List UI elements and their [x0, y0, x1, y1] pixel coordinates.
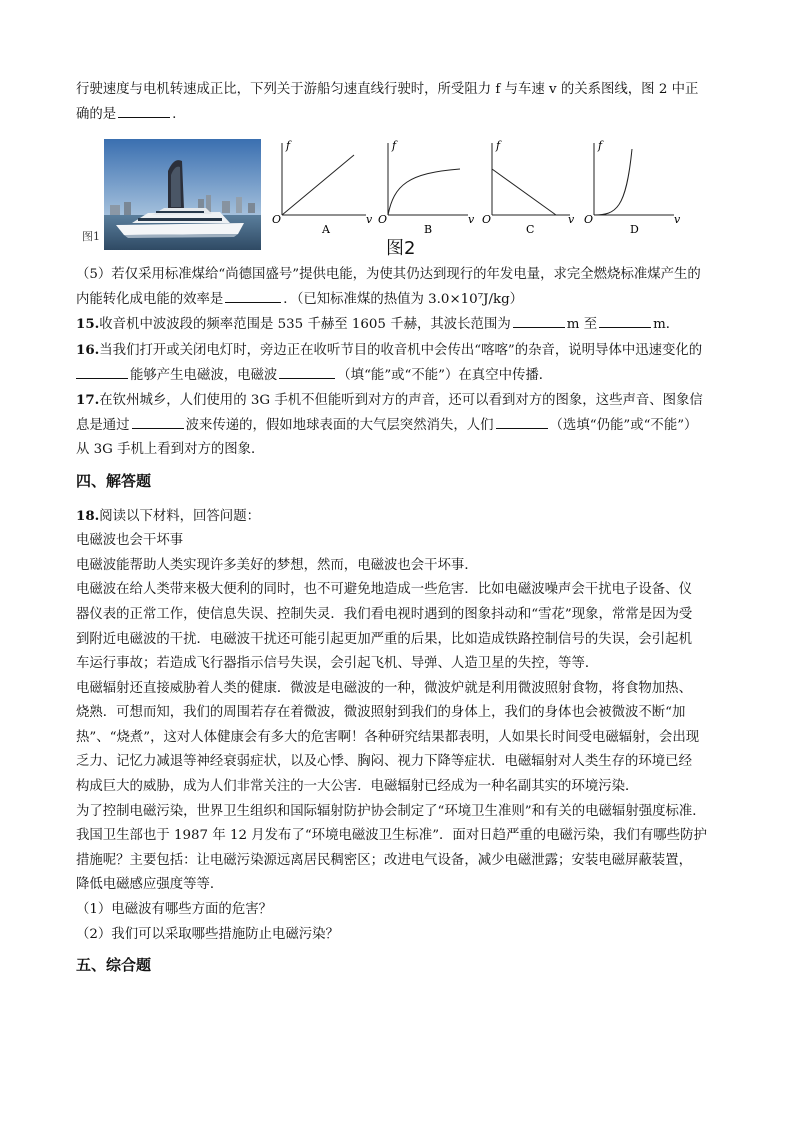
graph-b-label: B [424, 223, 433, 235]
graph-c-origin: O [482, 213, 492, 227]
graph-b-f-label: f [392, 139, 397, 153]
graph-a [272, 139, 373, 234]
q18-intro [76, 504, 724, 530]
article-para-3-line-2: 烧熟．可想而知，我们的周围若存在着微波，微波照射到我们的身体上，我们的身体也会被微波不断“加 [76, 705, 686, 721]
q18-intro-text: 阅读以下材料，回答问题： [99, 508, 260, 524]
q15-blank-2 [599, 313, 651, 328]
article-para-4-line-1: 为了控制电磁污染，世界卫生组织和国际辐射防护协会制定了“环境卫生准则”和有关的电磁辐射强度标准． [76, 803, 706, 819]
graph-b-v-label: v [468, 213, 475, 227]
graph-a-v-label: v [366, 213, 373, 227]
graph-d-v-label: v [674, 213, 681, 227]
intro-line-1: 行驶速度与电机转速成正比，下列关于游船匀速直线行驶时，所受阻力 f 与车速 v 的关系图线，图 2 中正 [76, 82, 699, 97]
article-para-3-line-1: 电磁辐射还直接威胁着人类的健康．微波是电磁波的一种，微波炉就是利用微波照射食物，将食物加热、 [76, 680, 692, 696]
q18-sub-question-2: （2）我们可以采取哪些措施防止电磁污染？ [76, 926, 339, 942]
q16-line-1-text: 当我们打开或关闭电灯时，旁边正在收听节目的收音机中会传出“喀喀”的杂音，说明导体中迅速变化的 [99, 342, 703, 358]
article-title: 电磁波也会干坏事 [76, 533, 184, 549]
q15-number: 15. [76, 316, 100, 333]
article-para-4-line-3: 措施呢？主要包括：让电磁污染源远离居民稠密区；改进电气设备，减少电磁泄露；安装电磁屏蔽装置， [76, 852, 692, 868]
graph-c-f-label: f [496, 139, 501, 153]
q17-line-1 [76, 388, 724, 414]
graph-b [378, 139, 475, 234]
q16-line-2 [76, 364, 724, 389]
q14-5-blank [225, 288, 281, 303]
graph-d-label: D [630, 223, 639, 235]
q16-line-2-mid: 能够产生电磁波，电磁波 [130, 367, 278, 383]
graph-a-f-label: f [286, 139, 291, 153]
option-graphs [270, 139, 690, 234]
section-4-title: 四、解答题 [76, 471, 152, 490]
q17-line-2-mid: 波来传递的，假如地球表面的大气层突然消失，人们 [185, 417, 494, 433]
q17-line-1-text: 在钦州城乡，人们使用的 3G 手机不但能听到对方的声音，还可以看到对方的图象，这些声音、图象信 [99, 393, 703, 409]
q15-mid: m 至 [566, 317, 598, 333]
q14-5-line-2 [76, 288, 724, 313]
article-para-3-line-3: 热”、“烧煮”，这对人体健康会有多大的危害啊！各种研究结果都表明，人如果长时间受电磁辐射，会出现 [76, 729, 700, 745]
graph-a-label: A [322, 223, 330, 235]
graph-c-v-label: v [568, 213, 575, 227]
section-5-title: 五、综合题 [76, 956, 152, 975]
graph-d-origin: O [584, 213, 594, 227]
q17-blank-1 [132, 414, 184, 429]
article-para-3-line-4: 乏力、记忆力减退等神经衰弱症状，以及心悸、胸闷、视力下降等症状．电磁辐射对人类生存的环境已经 [76, 754, 692, 770]
figure-2-label: 图2 [386, 238, 416, 260]
q14-5-line-2-post: ．（已知标准煤的热值为 3.0×10⁷J/kg） [283, 291, 524, 307]
q17-line-3: 从 3G 手机上看到对方的图象． [76, 442, 265, 458]
article-para-4-line-2: 我国卫生部也于 1987 年 12 月发布了“环境电磁波卫生标准”．面对日趋严重的电磁污染，我们有哪些防护 [76, 828, 707, 844]
q18-sub-question-1: （1）电磁波有哪些方面的危害？ [76, 902, 272, 918]
graph-d [584, 139, 681, 234]
q16-line-1 [76, 338, 724, 364]
q16-number: 16. [76, 341, 100, 358]
q15 [76, 312, 724, 338]
q14-5-line-2-pre: 内能转化成电能的效率是 [76, 291, 224, 307]
graph-a-origin: O [272, 213, 282, 227]
q17-line-2-pre: 息是通过 [76, 417, 130, 433]
q17-line-2 [76, 414, 724, 439]
article-para-4-line-4: 降低电磁感应强度等等． [76, 877, 224, 893]
article-para-2-line-3: 到附近电磁波的干扰．电磁波干扰还可能引起更加严重的后果，比如造成铁路控制信号的失误，会引起机 [76, 631, 692, 647]
q18-number: 18. [76, 507, 100, 524]
graph-c [482, 139, 575, 234]
graph-d-f-label: f [598, 139, 603, 153]
graph-c-label: C [526, 223, 535, 235]
article-para-2-line-2: 器仪表的正常工作，使信息失误、控制失灵．我们看电视时遇到的图象抖动和“雪花”现象，常常是因为受 [76, 606, 693, 622]
answer-blank [118, 103, 170, 118]
intro-line-2 [76, 103, 724, 128]
ship-photo [104, 139, 261, 250]
intro-end: . [172, 106, 177, 122]
article-para-2-line-4: 车运行事故；若造成飞行器指示信号失误，会引起飞机、导弹、人造卫星的失控，等等． [76, 656, 599, 672]
q15-blank-1 [513, 313, 565, 328]
intro-line-2-text: 确的是 [76, 106, 117, 122]
q17-number: 17. [76, 392, 100, 409]
q15-pre: 收音机中波波段的频率范围是 535 千赫至 1605 千赫，其波长范围为 [99, 317, 511, 333]
q16-blank-2 [279, 364, 335, 379]
article-para-1: 电磁波能帮助人类实现许多美好的梦想，然而，电磁波也会干坏事． [76, 557, 478, 573]
graph-b-origin: O [378, 213, 388, 227]
q16-blank-1 [76, 364, 128, 379]
document-page [76, 78, 724, 988]
q17-blank-2 [496, 414, 548, 429]
q17-line-2-post: （选填“仍能”或“不能”） [549, 417, 698, 433]
figure-row [76, 139, 724, 260]
article-para-3-line-5: 构成巨大的威胁，成为人们非常关注的一大公害．电磁辐射已经成为一种名副其实的环境污染． [76, 779, 639, 795]
q15-post: m． [653, 317, 680, 333]
figure-1-label: 图1 [82, 230, 100, 244]
q16-line-2-post: （填“能”或“不能”）在真空中传播． [337, 367, 553, 383]
q14-5-line-1: （5）若仅采用标准煤给“尚德国盛号”提供电能，为使其仍达到现行的年发电量，求完全燃烧标准煤产生的 [76, 267, 701, 283]
article-para-2-line-1: 电磁波在给人类带来极大便利的同时，也不可避免地造成一些危害．比如电磁波噪声会干扰电子设备、仪 [76, 582, 692, 598]
